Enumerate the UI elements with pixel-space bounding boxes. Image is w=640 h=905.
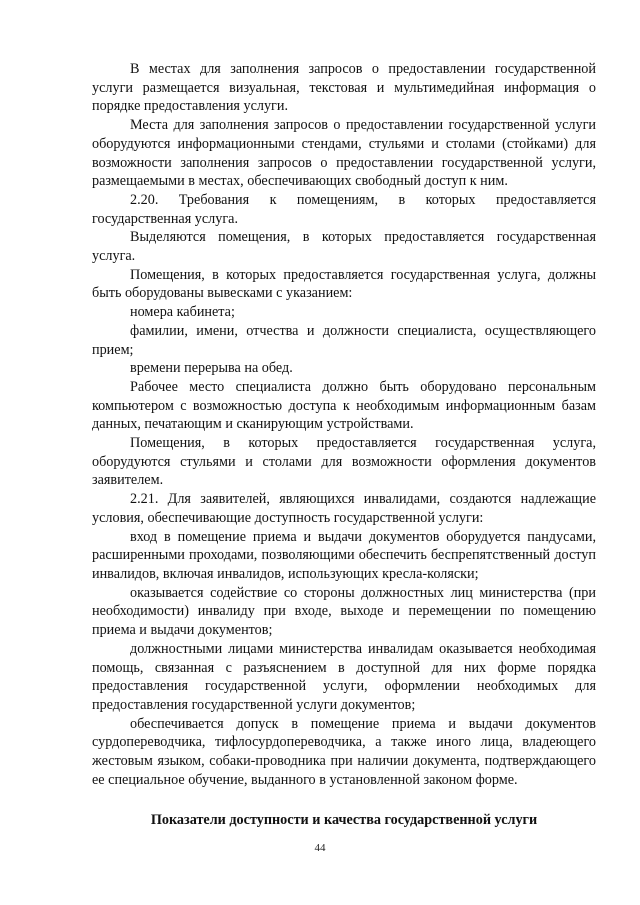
paragraph: Помещения, в которых предоставляется государственная услуга, оборудуются стульями и столами для возможности оформления документов заявителем.	[92, 435, 596, 489]
list-item: должностными лицами министерства инвалидам оказывается необходимая помощь, связанная с разъяснением в доступной для них форме порядка предоставления государственной услуги, оформлении необходимых для предоставления государственной услуги документов;	[92, 640, 596, 713]
list-item: обеспечивается допуск в помещение приема и выдачи документов сурдопереводчика, тифлосурдопереводчика, а также иного лица, владеющего жестовым языком, собаки-проводника при наличии документа, подтверждающего ее специальное обучение, выданного в установленной законом форме.	[92, 715, 596, 788]
section-heading: Показатели доступности и качества государственной услуги	[150, 812, 538, 829]
paragraph: Места для заполнения запросов о предоставлении государственной услуги оборудуются информационными стендами, стульями и столами (стойками) для возможности заполнения запросов о предоставлении государственной услуги, размещаемыми в местах, обеспечивающих свободный доступ к ним.	[92, 117, 596, 190]
paragraph: Помещения, в которых предоставляется государственная услуга, должны быть оборудованы вывесками с указанием:	[92, 266, 596, 302]
list-item: вход в помещение приема и выдачи документов оборудуется пандусами, расширенными проходами, позволяющими обеспечить беспрепятственный доступ инвалидов, включая инвалидов, использующих кресла-коляски;	[92, 528, 596, 582]
paragraph: 2.21. Для заявителей, являющихся инвалидами, создаются надлежащие условия, обеспечивающие доступность государственной услуги:	[92, 491, 596, 526]
list-item: номера кабинета;	[130, 304, 235, 321]
list-item: времени перерыва на обед.	[130, 360, 293, 377]
paragraph: Рабочее место специалиста должно быть оборудовано персональным компьютером с возможностью доступа к необходимым информационным базам данных, печатающим и сканирующим устройствами.	[92, 378, 596, 433]
list-item: фамилии, имени, отчества и должности специалиста, осуществляющего прием;	[92, 322, 596, 358]
paragraph: 2.20. Требования к помещениям, в которых предоставляется государственная услуга.	[92, 191, 596, 227]
paragraph: Выделяются помещения, в которых предоставляется государственная услуга.	[92, 229, 596, 265]
paragraph: В местах для заполнения запросов о предоставлении государственной услуги размещается визуальная, текстовая и мультимедийная информация о порядке предоставления услуги.	[92, 61, 596, 115]
list-item: оказывается содействие со стороны должностных лиц министерства (при необходимости) инвалиду при входе, выходе и перемещении по помещению приема и выдачи документов;	[92, 584, 596, 639]
page-number: 44	[314, 842, 326, 854]
